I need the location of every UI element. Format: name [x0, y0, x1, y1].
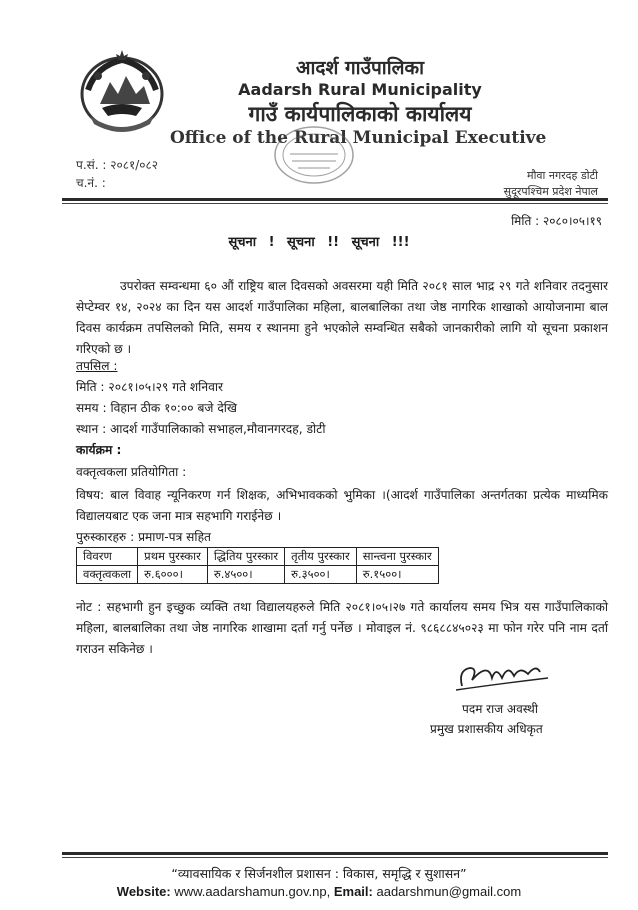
tapsil-label: तपसिल : — [76, 359, 118, 373]
registration-note: नोट : सहभागी हुन इच्छुक व्यक्ति तथा विद्यालयहरुले मिति २०८१।०५।२७ गते कार्यालय समय भित्र यस गाउँपालिकाको महिला, बालबालिका तथा जेष्ठ नागरिक शाखामा दर्ता गर्नु पर्नेछ । मोवाइल नं. ९८६८८४५०२३ मा फोन गरेर पनि नाम दर्ता गराउन सकिनेछ । — [76, 600, 608, 656]
table-cell: रु.३५००। — [285, 566, 357, 584]
header-cell: द्धितिय पुरस्कार — [207, 548, 284, 566]
program-label: कार्यक्रम : — [76, 443, 122, 457]
prizes-label: पुरुस्कारहरु : प्रमाण-पत्र सहित — [76, 530, 211, 544]
header-cell: विवरण — [77, 548, 138, 566]
office-stamp-icon — [272, 124, 356, 186]
office-name-english: Office of the Rural Municipal Executive — [170, 128, 547, 148]
prize-table — [76, 547, 439, 584]
email-link[interactable]: aadarshmun@gmail.com — [376, 884, 522, 899]
email-label: Email: — [333, 884, 373, 899]
dispatch-number: च.नं. : — [76, 176, 106, 190]
address-line-2: सुदूरपश्चिम प्रदेश नेपाल — [503, 185, 598, 198]
footer-slogan: “व्यावसायिक र सिर्जनशील प्रशासन : विकास, समृद्धि र सुशासन” — [171, 866, 467, 881]
table-row — [77, 566, 439, 584]
reference-number: प.सं. : २०८१/०८२ — [76, 158, 158, 172]
footer-divider — [62, 852, 608, 855]
competition-name: वक्तृत्वकला प्रतियोगिता : — [76, 465, 187, 479]
signer-designation: प्रमुख प्रशासकीय अधिकृत — [430, 722, 543, 736]
header-divider-thin — [62, 203, 608, 204]
event-time: समय : विहान ठीक १०:०० बजे देखि — [76, 401, 237, 415]
table-cell: रु.६०००। — [138, 566, 208, 584]
org-name-nepali: आदर्श गाउँपालिका — [295, 57, 425, 79]
header-cell: तृतीय पुरस्कार — [285, 548, 357, 566]
signer-name: पदम राज अवस्थी — [462, 702, 538, 716]
handwritten-signature — [448, 656, 558, 700]
notice-title: सूचना ! सूचना !! सूचना !!! — [228, 235, 410, 250]
event-venue: स्थान : आदर्श गाउँपालिकाको सभाहल,मौवानगरदह, डोटी — [76, 422, 326, 436]
table-cell: वक्तृत्वकला — [77, 566, 138, 584]
header-divider — [62, 198, 608, 201]
org-name-english: Aadarsh Rural Municipality — [238, 80, 482, 99]
header-cell: प्रथम पुरस्कार — [138, 548, 208, 566]
event-date: मिति : २०८१।०५।२९ गते शनिवार — [76, 380, 224, 394]
header-cell: सान्त्वना पुरस्कार — [356, 548, 438, 566]
table-cell: रु.४५००। — [207, 566, 284, 584]
footer-divider-thin — [62, 857, 608, 858]
website-link[interactable]: www.aadarshamun.gov.np, — [174, 884, 331, 899]
competition-topic: विषय: बाल विवाह न्यूनिकरण गर्न शिक्षक, अभिभावकको भुमिका ।(आदर्श गाउँपालिका अन्तर्गतका प्रत्येक माध्यमिक विद्यालयबाट एक जना मात्र सहभागि गराईनेछ । — [76, 488, 608, 523]
prize-table-header — [77, 548, 439, 566]
address-line-1: मौवा नगरदह डोटी — [527, 169, 598, 182]
footer-contact — [0, 884, 638, 899]
notice-paragraph: उपरोक्त सम्वन्धमा ६० औं राष्ट्रिय बाल दिवसको अवसरमा यही मिति २०८१ साल भाद्र २९ गते शनिवार तदनुसार सेप्टेम्वर १४, २०२४ का दिन यस आदर्श गाउँपालिका महिला, बालबालिका तथा जेष्ठ नागरिक शाखाको आयोजनामा बाल दिवस कार्यक्रम तपसिलको मिति, समय र स्थानमा हुने भएकोले सम्वन्धित सबैको जानकारीको लागि यो सूचना प्रकाशन गरिएको छ । — [76, 279, 608, 356]
website-label: Website: — [116, 884, 171, 899]
office-name-nepali: गाउँ कार्यपालिकाको कार्यालय — [248, 102, 472, 126]
notice-date: मिति : २०८०।०५।१९ — [511, 214, 602, 228]
table-cell: रु.१५००। — [356, 566, 438, 584]
